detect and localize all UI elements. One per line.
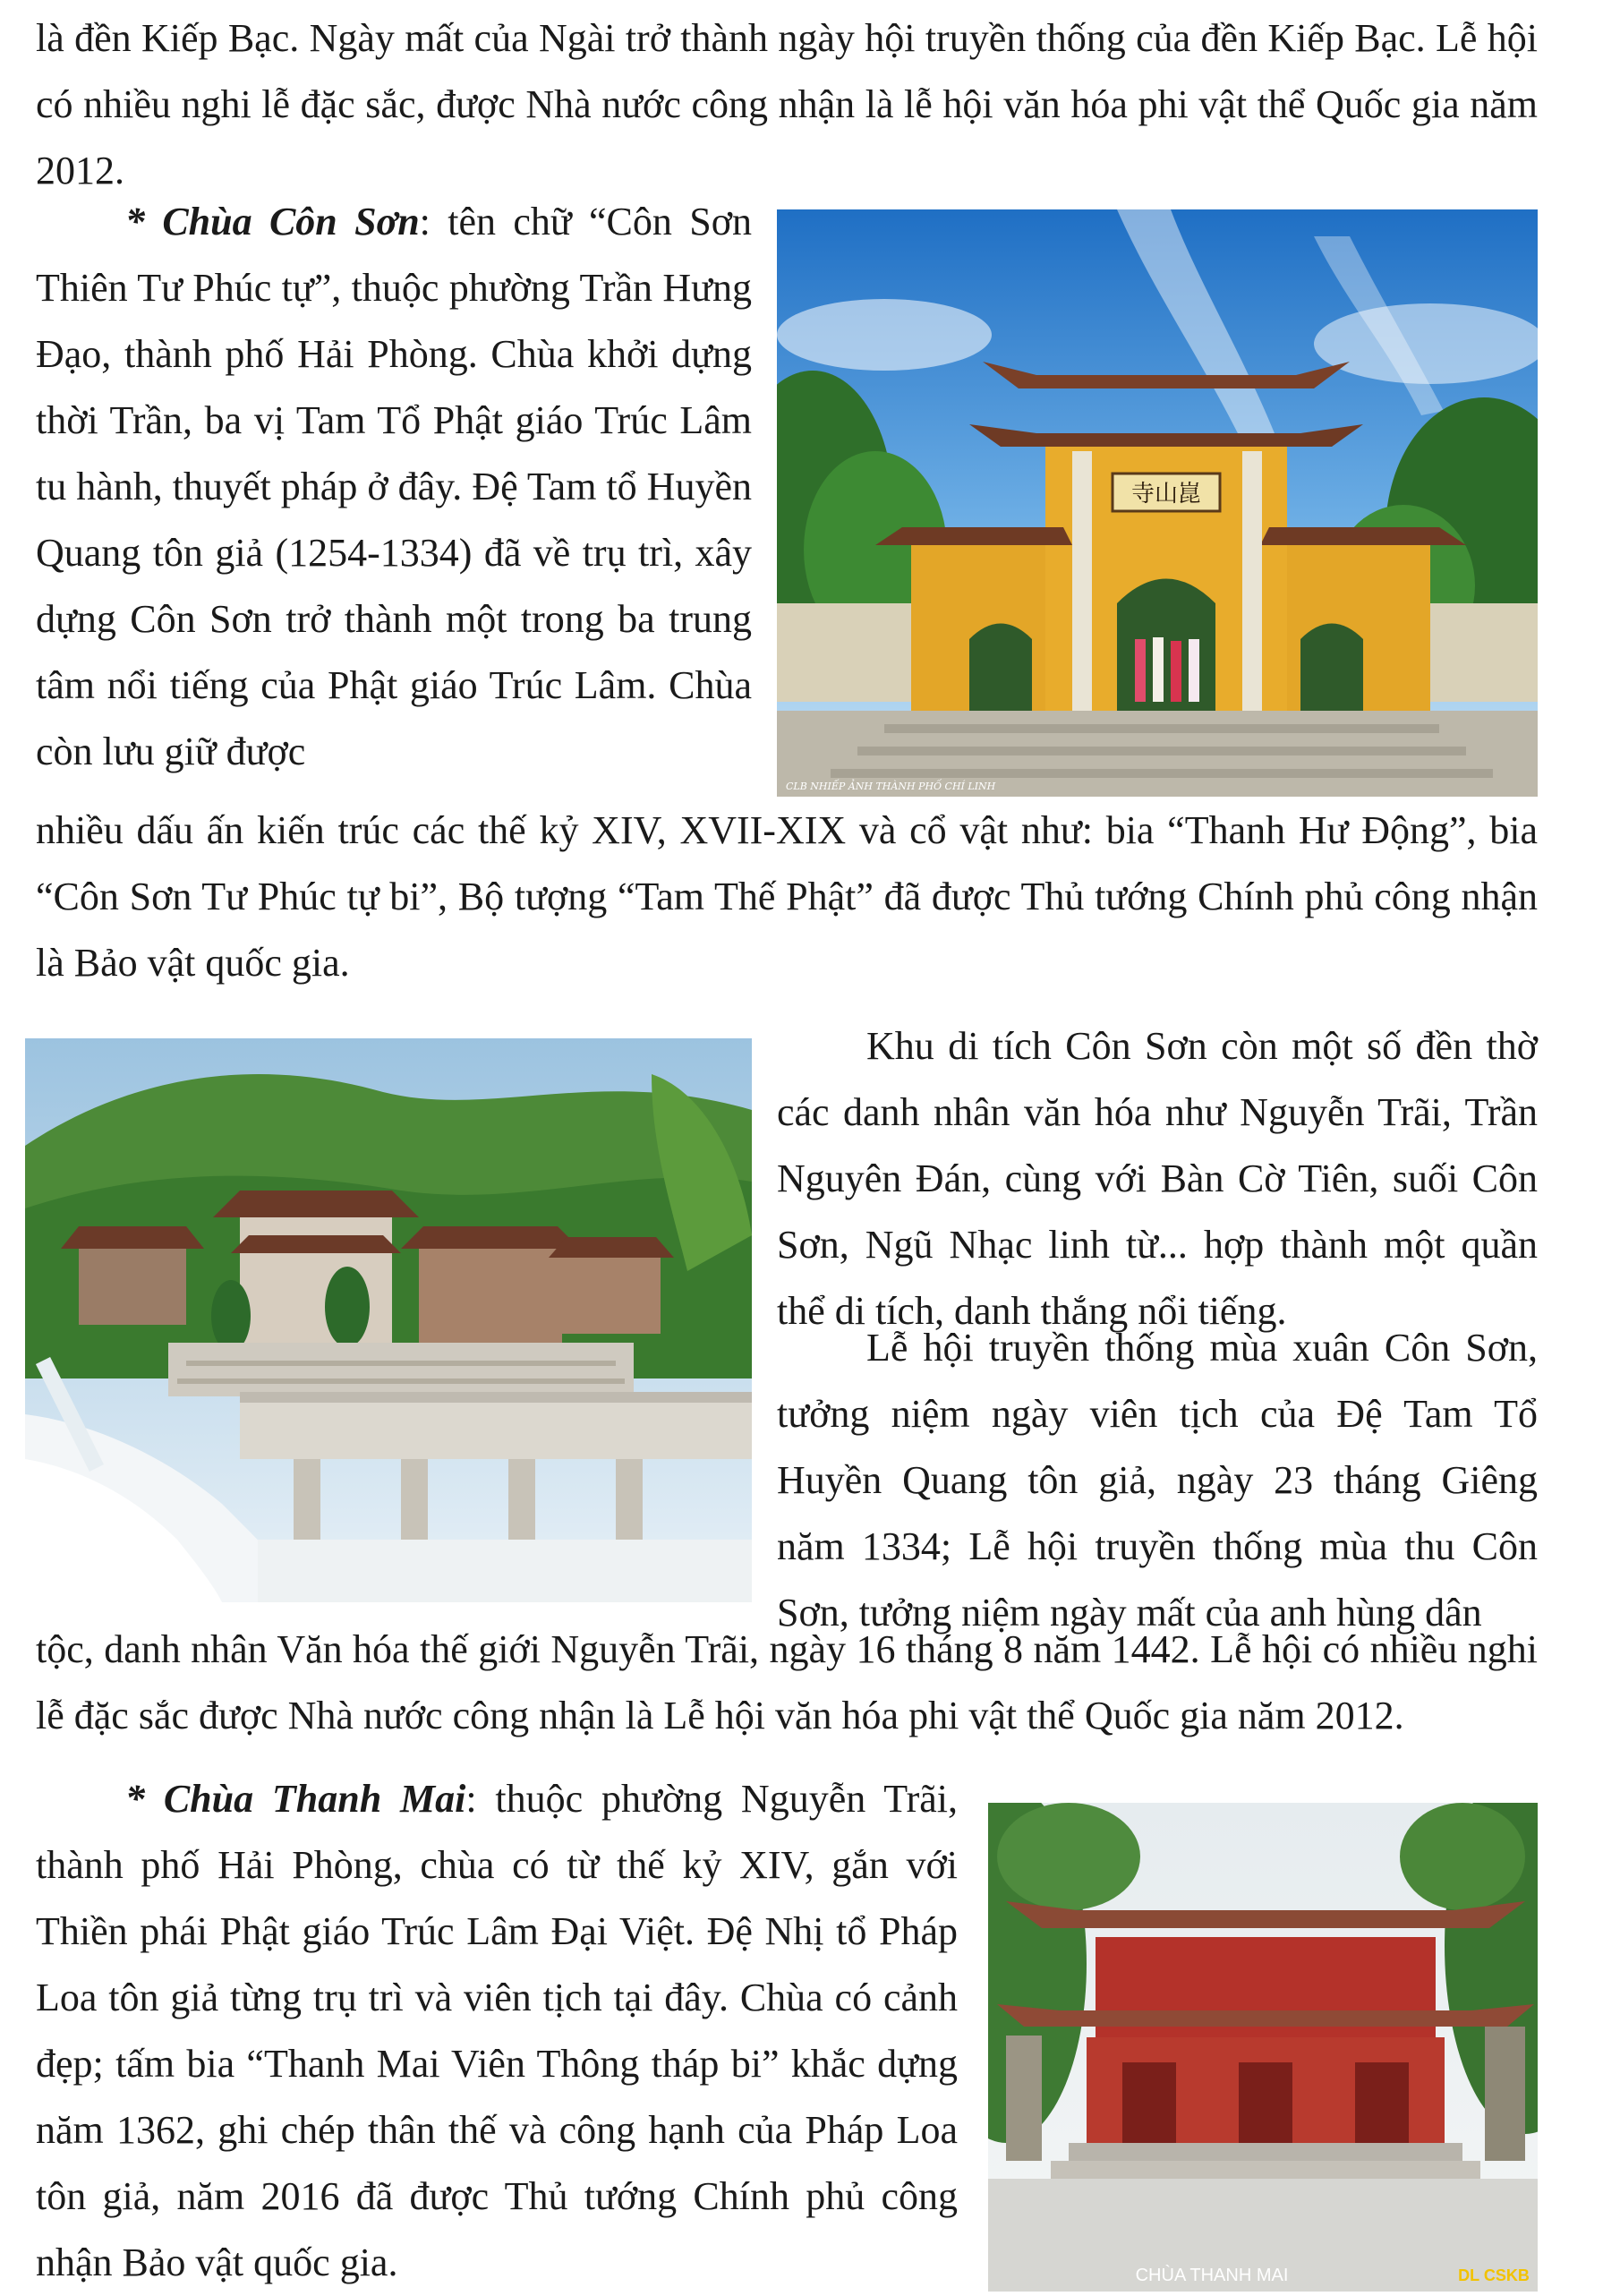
paragraph-chua-thanh-mai (36, 1766, 958, 2296)
photo-chua-thanh-mai (988, 1803, 1538, 2292)
paragraph-khu-di-tich: Khu di tích Côn Sơn còn một số đền thờ các danh nhân văn hóa như Nguyễn Trãi, Trần Nguyên Đán, cùng với Bàn Cờ Tiên, suối Côn Sơn, Ngũ Nhạc linh từ... hợp thành một quần thể di tích, danh thắng nổi tiếng. (777, 1024, 1538, 1333)
paragraph-chua-con-son (36, 189, 752, 785)
gate-plaque-text: 寺山崑 (1130, 481, 1202, 508)
paragraph-chua-con-son-continued: nhiều dấu ấn kiến trúc các thế kỷ XIV, XVII-XIX và cổ vật như: bia “Thanh Hư Động”, bia “Côn Sơn Tư Phúc tự bi”, Bộ tượng “Tam Thế Phật” đã được Thủ tướng Chính phủ công nhận là Bảo vật quốc gia. (36, 808, 1538, 985)
photo-watermark: DL CSKB (1458, 2266, 1530, 2284)
chua-con-son-text: : tên chữ “Côn Sơn Thiên Tư Phúc tự”, thuộc phường Trần Hưng Đạo, thành phố Hải Phòng. Chùa khởi dựng thời Trần, ba vị Tam Tổ Phật giáo Trúc Lâm tu hành, thuyết pháp ở đây. Đệ Tam tổ Huyền Quang tôn giả (1254-1334) đã về trụ trì, xây dựng Côn Sơn trở thành một trong ba trung tâm nổi tiếng của Phật giáo Trúc Lâm. Chùa còn lưu giữ được (36, 200, 752, 773)
chua-thanh-mai-text: : thuộc phường Nguyễn Trãi, thành phố Hải Phòng, chùa có từ thế kỷ XIV, gắn với Thiền phái Phật giáo Trúc Lâm Đại Việt. Đệ Nhị tổ Pháp Loa tôn giả từng trụ trì và viên tịch tại đây. Chùa có cảnh đẹp; tấm bia “Thanh Mai Viên Thông tháp bi” khắc dựng năm 1362, ghi chép thân thế và công hạnh của Pháp Loa tôn giả, năm 2016 đã được Thủ tướng Chính phủ công nhận Bảo vật quốc gia. (36, 1777, 958, 2284)
paragraph-le-hoi: Lễ hội truyền thống mùa xuân Côn Sơn, tưởng niệm ngày viên tịch của Đệ Tam Tổ Huyền Quang tôn giả, ngày 23 tháng Giêng năm 1334; Lễ hội truyền thống mùa thu Côn Sơn, tưởng niệm ngày mất của anh hùng dân (777, 1326, 1538, 1635)
paragraph-le-hoi-continued: tộc, danh nhân Văn hóa thế giới Nguyễn Trãi, ngày 16 tháng 8 năm 1442. Lễ hội có nhiều nghi lễ đặc sắc được Nhà nước công nhận là Lễ hội văn hóa phi vật thể Quốc gia năm 2012. (36, 1627, 1538, 1737)
heading-chua-thanh-mai: * Chùa Thanh Mai (125, 1777, 466, 1821)
photo-con-son-complex (25, 1038, 752, 1602)
photo-caption-thanh-mai: CHÙA THANH MAI (1135, 2266, 1289, 2285)
heading-chua-con-son: * Chùa Côn Sơn (125, 200, 420, 243)
photo-chua-con-son-gate (777, 209, 1538, 797)
paragraph-kiep-bac-ending: là đền Kiếp Bạc. Ngày mất của Ngài trở thành ngày hội truyền thống của đền Kiếp Bạc. Lễ hội có nhiều nghi lễ đặc sắc, được Nhà nước công nhận là lễ hội văn hóa phi vật thể Quốc gia năm 2012. (36, 16, 1538, 192)
photo-credit: CLB NHIẾP ẢNH THÀNH PHỐ CHÍ LINH (786, 781, 996, 792)
